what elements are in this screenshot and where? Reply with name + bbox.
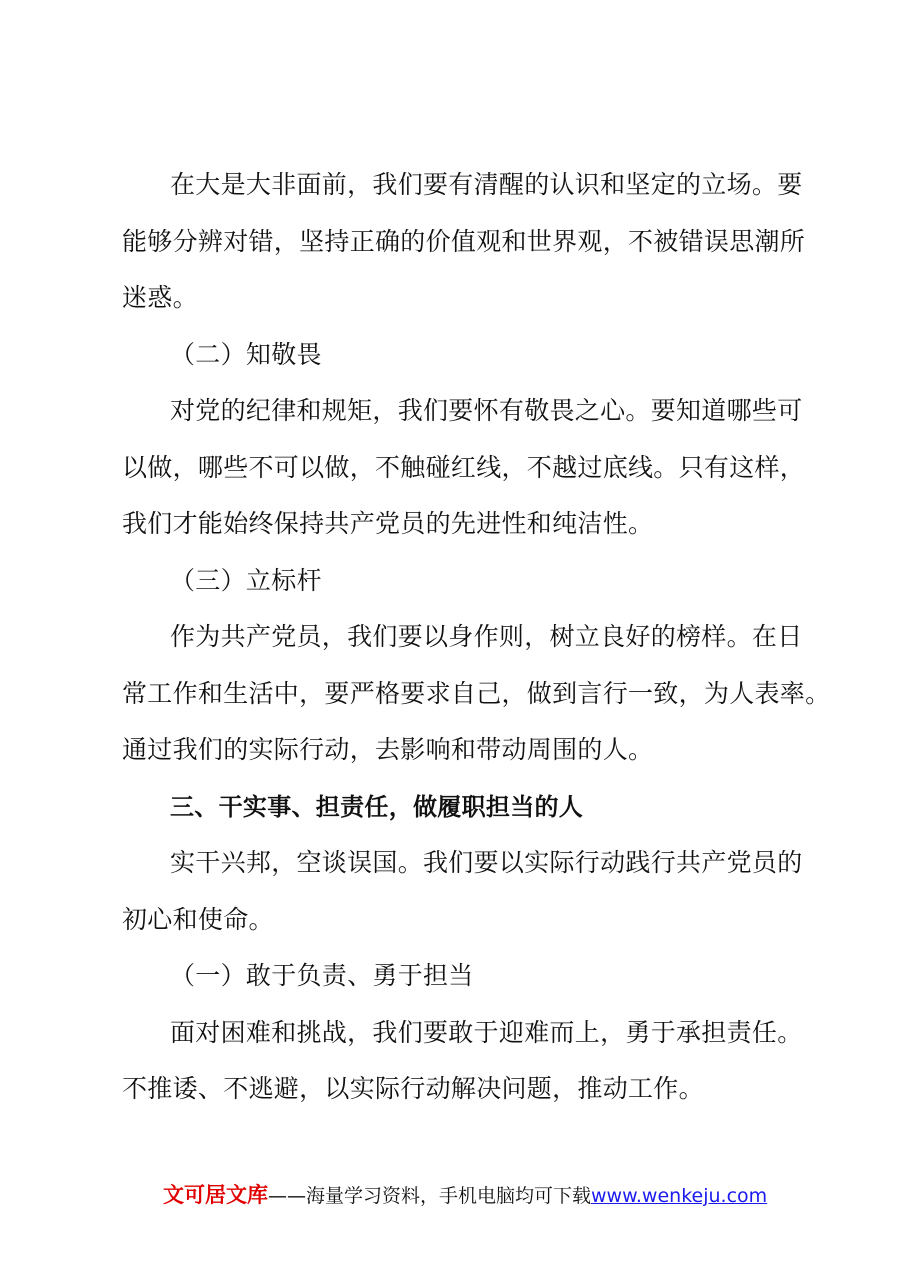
paragraph-line: 常工作和生活中，要严格要求自己，做到言行一致，为人表率。 (122, 679, 831, 708)
section-subheading: （三）立标杆 (170, 566, 322, 595)
paragraph-line: 作为共产党员，我们要以身作则，树立良好的榜样。在日 (170, 622, 803, 651)
paragraph-line: 面对困难和挑战，我们要敢于迎难而上，勇于承担责任。 (170, 1018, 803, 1047)
section-subheading: （二）知敬畏 (170, 340, 322, 369)
paragraph-line: 不推诿、不逃避，以实际行动解决问题，推动工作。 (122, 1074, 704, 1103)
paragraph-line: 在大是大非面前，我们要有清醒的认识和坚定的立场。要 (170, 170, 803, 199)
footer-website-link[interactable]: www.wenkeju.com (591, 1185, 768, 1207)
section-subheading: （一）敢于负责、勇于担当 (170, 961, 474, 990)
paragraph-line: 实干兴邦，空谈误国。我们要以实际行动践行共产党员的 (170, 848, 803, 877)
footer-banner (163, 1180, 767, 1211)
paragraph-line: 迷惑。 (122, 283, 198, 312)
paragraph-line: 以做，哪些不可以做，不触碰红线，不越过底线。只有这样， (122, 453, 806, 482)
footer-tagline: ——海量学习资料，手机电脑均可下载 (268, 1185, 592, 1207)
paragraph-line: 通过我们的实际行动，去影响和带动周围的人。 (122, 735, 654, 764)
paragraph-line: 对党的纪律和规矩，我们要怀有敬畏之心。要知道哪些可 (170, 396, 803, 425)
footer-brand: 文可居文库 (163, 1183, 268, 1207)
section-heading: 三、干实事、担责任，做履职担当的人 (170, 793, 584, 821)
paragraph-line: 初心和使命。 (122, 905, 274, 934)
paragraph-line: 能够分辨对错，坚持正确的价值观和世界观，不被错误思潮所 (122, 227, 806, 256)
paragraph-line: 我们才能始终保持共产党员的先进性和纯洁性。 (122, 509, 654, 538)
